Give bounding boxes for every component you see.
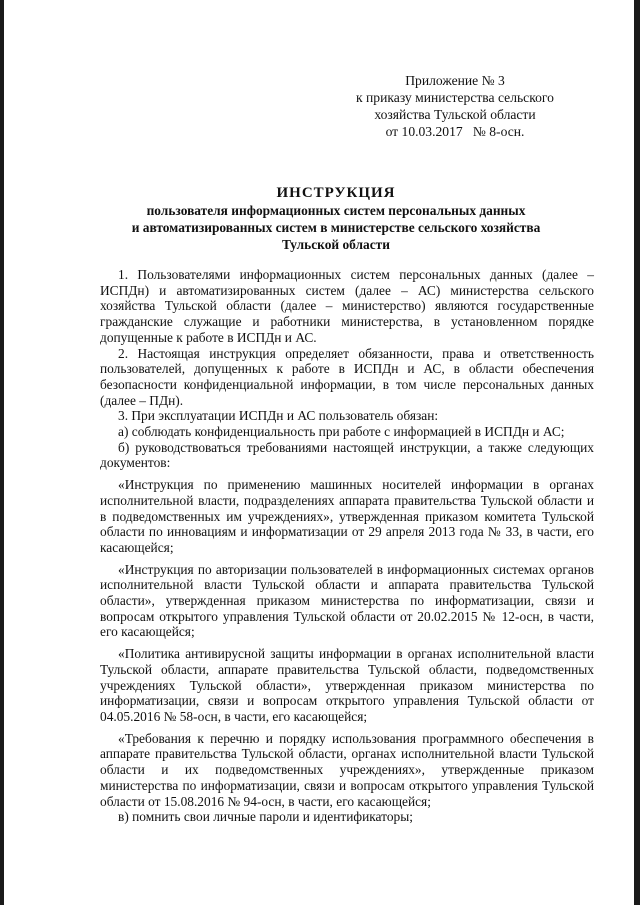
paragraph-3c: в) помнить свои личные пароли и идентификаторы; xyxy=(118,809,413,825)
quote-document-4: «Требования к перечню и порядку использования программного обеспечения в аппарате правительства Тульской области, органах исполнительной власти Тульской области и их подведомственных учреждениях», утвержденные приказом министерства по информатизации, связи и вопросам открытого управления Тульской области от 15.08.2016 № 94-осн, в части, его касающейся; xyxy=(100,730,594,809)
scan-edge-left xyxy=(0,0,4,905)
quote-document-1: «Инструкция по применению машинных носителей информации в органах исполнительной власти, подразделениях аппарата правительства Тульской области и в подведомственных им учреждениях», утвержденная приказом комитета Тульской области по инновациям и информатизации от 29 апреля 2013 года № 33, в части, его касающейся; xyxy=(100,477,594,555)
paragraph-3a: а) соблюдать конфиденциальность при работе с информацией в ИСПДн и АС; xyxy=(118,424,565,440)
document-title xyxy=(80,184,592,253)
scan-edge-right xyxy=(634,0,640,905)
appendix-line-1: Приложение № 3 xyxy=(405,73,505,88)
title-main: ИНСТРУКЦИЯ xyxy=(276,185,396,201)
appendix-line-2: к приказу министерства сельского xyxy=(356,90,554,105)
appendix-line-4: от 10.03.2017 № 8-осн. xyxy=(385,124,525,139)
quote-document-3: «Политика антивирусной защиты информации в органах исполнительной власти Тульской области, аппарате правительства Тульской области, подведомственных учреждениях Тульской области», утвержденная приказом министерства по информатизации, связи и вопросам открытого управления Тульской области от 04.05.2016 № 58-осн, в части, его касающейся; xyxy=(100,646,594,724)
title-sub-3: Тульской области xyxy=(282,237,390,252)
paragraph-2: 2. Настоящая инструкция определяет обязанности, права и ответственность пользователей, допущенных к работе в ИСПДн и АС, в области обеспечения безопасности конфиденциальной информации, в том числе персональных данных (далее – ПДн). xyxy=(100,345,594,408)
paragraph-1: 1. Пользователями информационных систем персональных данных (далее – ИСПДн) и автоматизированных систем (далее – АС) министерства сельского хозяйства Тульской области (далее – министерство) являются государственные гражданские служащие и работники министерства, в установленном порядке допущенные к работе в ИСПДн и АС. xyxy=(100,267,594,345)
appendix-line-3: хозяйства Тульской области xyxy=(374,107,536,122)
paragraph-3b: б) руководствоваться требованиями настоящей инструкции, а также следующих документов: xyxy=(100,439,594,471)
title-sub-1: пользователя информационных систем персональных данных xyxy=(146,203,526,218)
title-sub-2: и автоматизированных систем в министерстве сельского хозяйства xyxy=(131,220,541,235)
quote-document-2: «Инструкция по авторизации пользователей в информационных системах органов исполнительной власти Тульской области и аппарата правительства Тульской области», утвержденная приказом министерства по информатизации, связи и вопросам открытого управления Тульской области от 20.02.2015 № 12-осн, в части, его касающейся; xyxy=(100,561,594,640)
document-body xyxy=(100,267,594,825)
paragraph-3: 3. При эксплуатации ИСПДн и АС пользователь обязан: xyxy=(118,408,439,424)
appendix-header xyxy=(330,72,580,140)
